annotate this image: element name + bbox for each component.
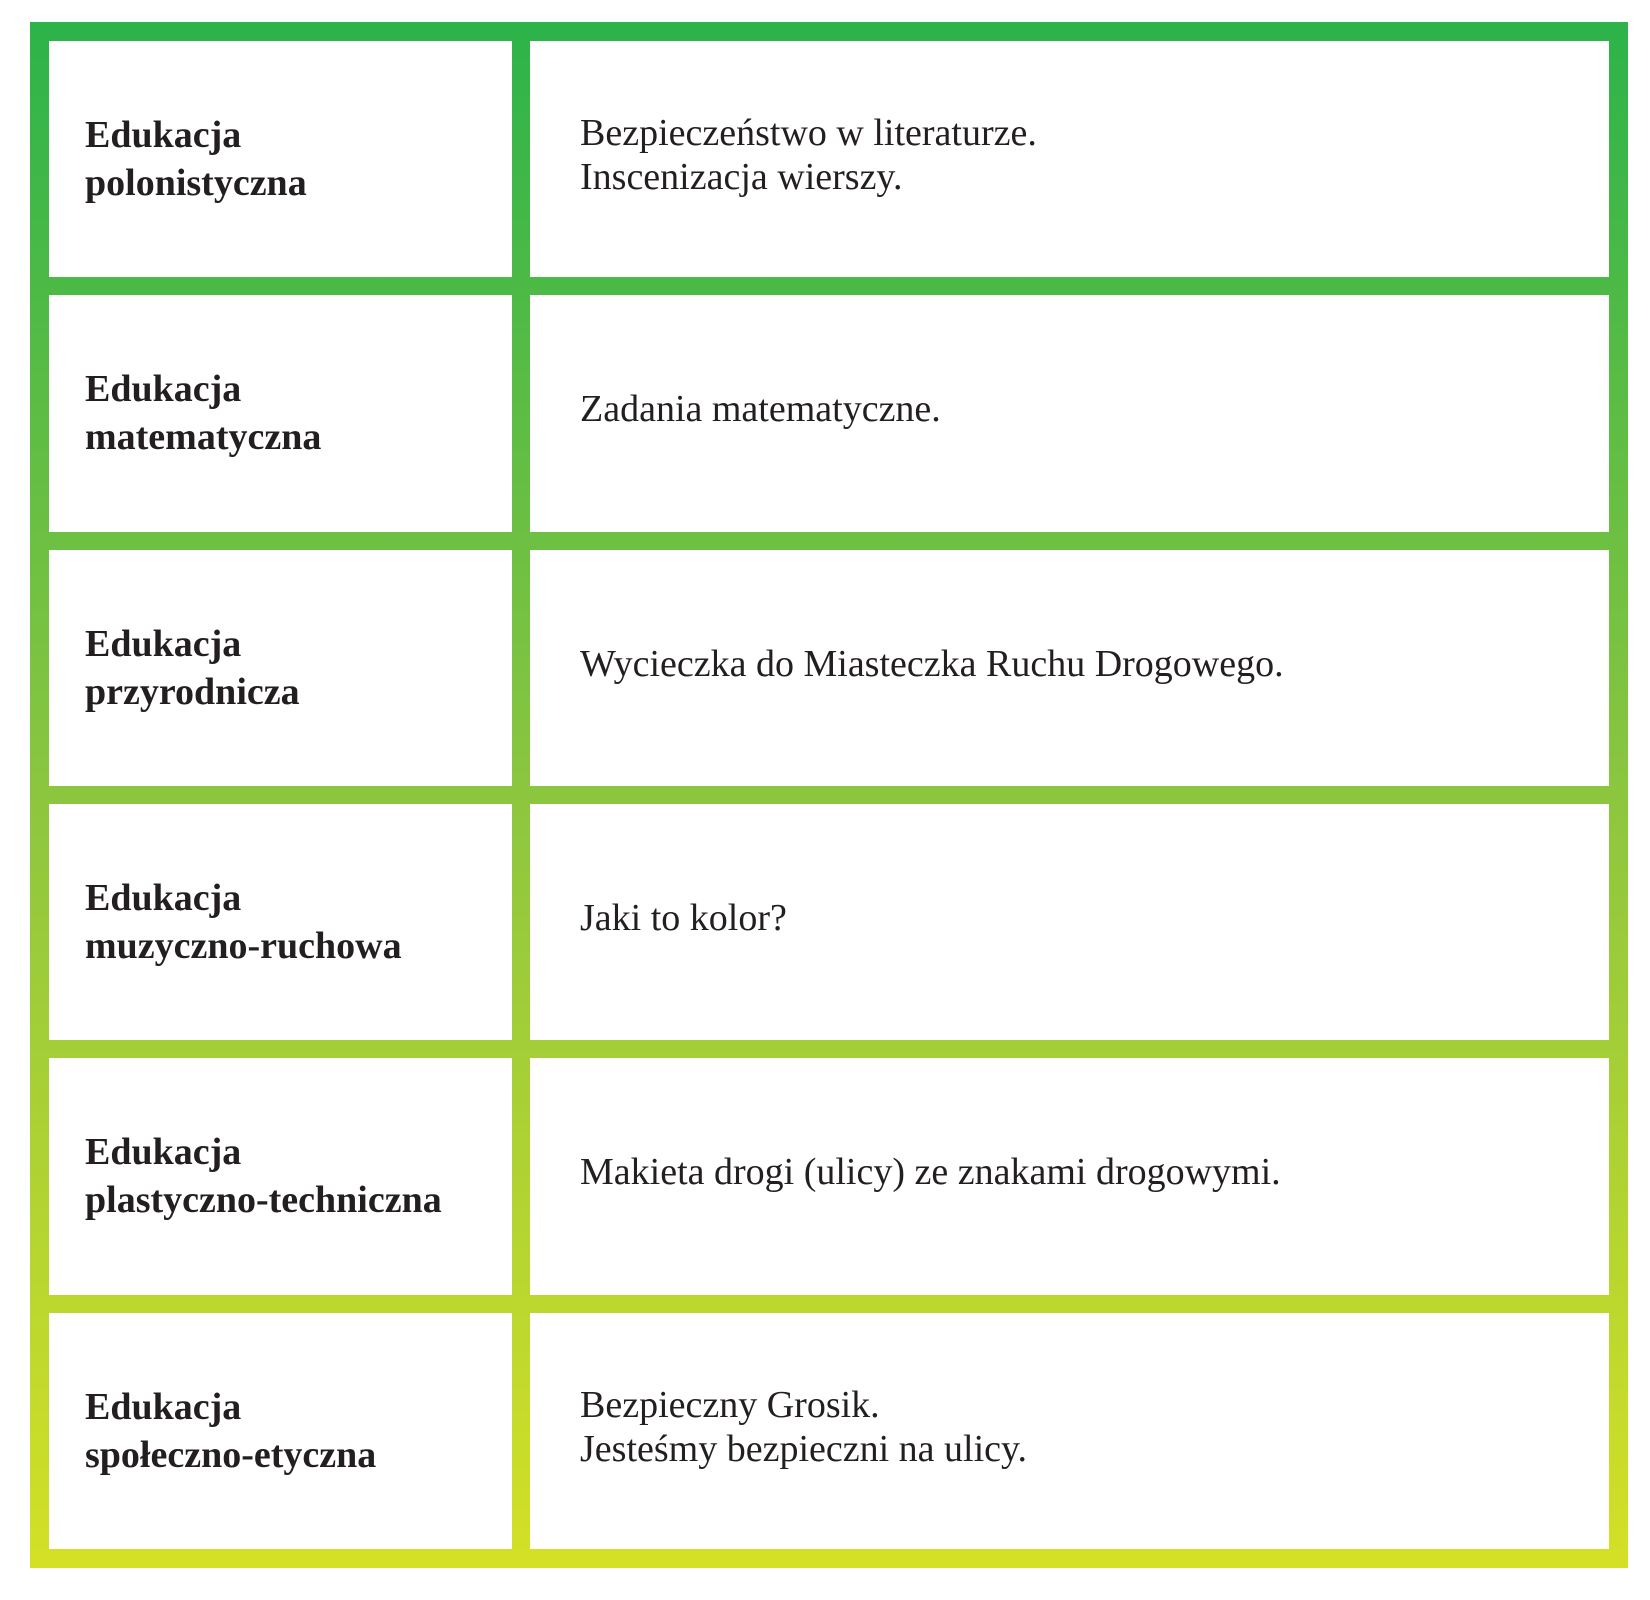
- subject-label-line2: plastyczno-techniczna: [85, 1179, 442, 1222]
- activity-cell-polonistyczna: [530, 41, 1609, 277]
- activity-cell-przyrodnicza: [530, 550, 1609, 786]
- subject-cell-plastyczno-techniczna: [49, 1058, 512, 1294]
- subject-label-line2: muzyczno-ruchowa: [85, 925, 402, 968]
- activity-line: Bezpieczny Grosik.: [580, 1383, 880, 1426]
- subject-label-line1: Edukacja: [85, 877, 242, 920]
- activity-line: Bezpieczeństwo w literaturze.: [580, 112, 1037, 155]
- subject-cell-polonistyczna: [49, 41, 512, 277]
- subject-label-line2: matematyczna: [85, 416, 322, 459]
- subject-label-line2: przyrodnicza: [85, 670, 300, 713]
- subject-label-line1: Edukacja: [85, 1385, 242, 1428]
- activity-line: Zadania matematyczne.: [580, 388, 941, 431]
- subject-cell-spoleczno-etyczna: [49, 1313, 512, 1549]
- activity-cell-spoleczno-etyczna: [530, 1313, 1609, 1549]
- subject-cell-muzyczno-ruchowa: [49, 804, 512, 1040]
- subject-label-line1: Edukacja: [85, 368, 242, 411]
- subject-label-line2: społeczno-etyczna: [85, 1433, 377, 1476]
- subject-label-line1: Edukacja: [85, 622, 242, 665]
- activity-cell-plastyczno-techniczna: [530, 1058, 1609, 1294]
- activity-line: Jaki to kolor?: [580, 897, 787, 940]
- subject-cell-matematyczna: [49, 295, 512, 531]
- subject-label-line1: Edukacja: [85, 1131, 242, 1174]
- activity-cell-matematyczna: [530, 295, 1609, 531]
- table-frame: [30, 22, 1628, 1568]
- activity-cell-muzyczno-ruchowa: [530, 804, 1609, 1040]
- activity-line: Wycieczka do Miasteczka Ruchu Drogowego.: [580, 642, 1284, 685]
- subject-label-line1: Edukacja: [85, 114, 242, 157]
- subject-cell-przyrodnicza: [49, 550, 512, 786]
- activity-line: Makieta drogi (ulicy) ze znakami drogowymi.: [580, 1151, 1281, 1194]
- activity-line: Inscenizacja wierszy.: [580, 156, 903, 199]
- subject-label-line2: polonistyczna: [85, 162, 307, 205]
- education-table: [49, 41, 1609, 1549]
- activity-line: Jesteśmy bezpieczni na ulicy.: [580, 1427, 1028, 1470]
